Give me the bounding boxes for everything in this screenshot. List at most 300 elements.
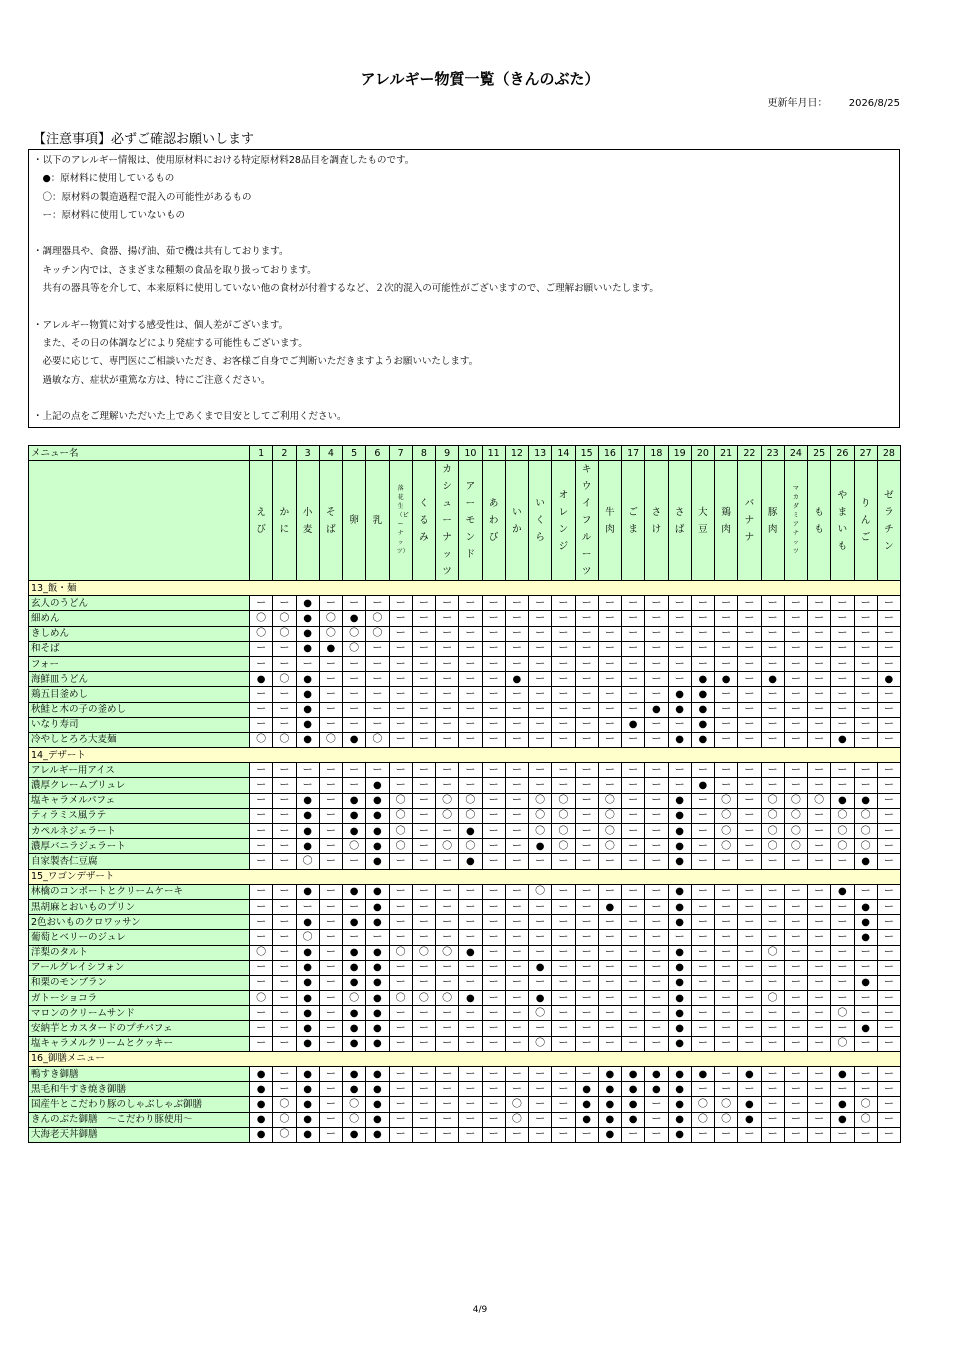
allergen-mark: ー bbox=[412, 641, 435, 656]
allergen-mark: ー bbox=[505, 763, 528, 778]
allergen-mark: ー bbox=[319, 1112, 342, 1127]
allergen-mark: ● bbox=[668, 975, 691, 990]
menu-name: 玄人のうどん bbox=[29, 596, 250, 611]
allergen-mark: ● bbox=[668, 793, 691, 808]
allergen-mark: ● bbox=[668, 884, 691, 899]
allergen-mark: ● bbox=[296, 915, 319, 930]
allergen-name: ごま bbox=[628, 506, 638, 535]
allergen-mark: ー bbox=[831, 899, 854, 914]
allergen-mark: ● bbox=[296, 1006, 319, 1021]
allergen-mark: ● bbox=[296, 808, 319, 823]
allergen-mark: ー bbox=[552, 1082, 575, 1097]
allergen-mark: ー bbox=[877, 596, 900, 611]
allergen-mark: ー bbox=[296, 763, 319, 778]
allergen-mark: ● bbox=[831, 732, 854, 747]
allergen-mark: ● bbox=[622, 1067, 645, 1082]
allergen-mark: ー bbox=[645, 732, 668, 747]
allergen-mark: ー bbox=[459, 687, 482, 702]
allergen-mark: ー bbox=[808, 1036, 831, 1051]
allergen-mark: ー bbox=[366, 717, 389, 732]
allergen-mark: ー bbox=[831, 626, 854, 641]
allergen-mark: ● bbox=[296, 793, 319, 808]
allergen-mark: ー bbox=[645, 717, 668, 732]
allergen-mark: ー bbox=[319, 702, 342, 717]
allergen-mark: 〇 bbox=[250, 626, 273, 641]
allergen-name: いくら bbox=[535, 498, 545, 543]
allergen-mark: ー bbox=[784, 702, 807, 717]
allergen-mark: ー bbox=[808, 611, 831, 626]
allergen-mark: ー bbox=[784, 1021, 807, 1036]
allergen-mark: ー bbox=[808, 1112, 831, 1127]
allergen-mark: ー bbox=[529, 702, 552, 717]
allergen-mark: ● bbox=[366, 1067, 389, 1082]
allergen-mark: ー bbox=[552, 1127, 575, 1142]
allergen-mark: ー bbox=[622, 808, 645, 823]
allergen-mark: ー bbox=[366, 930, 389, 945]
allergen-mark: ● bbox=[877, 672, 900, 687]
allergen-mark: ● bbox=[668, 1036, 691, 1051]
allergen-mark: ● bbox=[366, 854, 389, 869]
allergen-mark: ー bbox=[877, 793, 900, 808]
table-row bbox=[29, 687, 901, 702]
allergen-mark: ー bbox=[622, 991, 645, 1006]
allergen-mark: ー bbox=[575, 915, 598, 930]
allergen-name-cell bbox=[505, 461, 528, 581]
allergen-mark: ー bbox=[273, 1067, 296, 1082]
allergen-mark: ー bbox=[482, 1097, 505, 1112]
allergen-mark: ー bbox=[412, 899, 435, 914]
allergen-mark: ー bbox=[273, 884, 296, 899]
allergen-mark: ー bbox=[412, 702, 435, 717]
menu-name: 葡萄とベリーのジュレ bbox=[29, 930, 250, 945]
allergen-mark: ー bbox=[877, 626, 900, 641]
allergen-mark: ー bbox=[412, 656, 435, 671]
allergen-mark: ー bbox=[738, 1036, 761, 1051]
allergen-mark: ー bbox=[482, 1112, 505, 1127]
allergen-mark: ー bbox=[436, 1067, 459, 1082]
note-line: ●：原材料に使用しているもの bbox=[33, 173, 175, 185]
allergen-mark: ー bbox=[389, 960, 412, 975]
allergen-mark: ー bbox=[691, 991, 714, 1006]
table-row bbox=[29, 626, 901, 641]
notes-box bbox=[28, 149, 900, 428]
allergen-mark: ● bbox=[691, 687, 714, 702]
allergen-name-cell bbox=[412, 461, 435, 581]
menu-name: 和栗のモンブラン bbox=[29, 975, 250, 990]
allergen-mark: ー bbox=[459, 702, 482, 717]
menu-name: 鶏五目釜めし bbox=[29, 687, 250, 702]
menu-name: カペルネジェラート bbox=[29, 824, 250, 839]
allergen-mark: ー bbox=[761, 596, 784, 611]
allergen-name-cell bbox=[761, 461, 784, 581]
allergen-mark: ー bbox=[482, 687, 505, 702]
allergen-mark: ー bbox=[598, 1021, 621, 1036]
allergen-name-cell bbox=[436, 461, 459, 581]
allergen-mark: ー bbox=[854, 611, 877, 626]
allergen-name-cell bbox=[854, 461, 877, 581]
allergen-mark: ー bbox=[598, 611, 621, 626]
allergen-mark: ー bbox=[389, 1021, 412, 1036]
notes-heading: 【注意事項】必ずご確認お願いします bbox=[33, 132, 255, 147]
allergen-mark: ー bbox=[715, 702, 738, 717]
table-row bbox=[29, 991, 901, 1006]
allergen-mark: ー bbox=[319, 778, 342, 793]
menu-name: 洋梨のタルト bbox=[29, 945, 250, 960]
allergen-mark: ● bbox=[296, 1067, 319, 1082]
allergen-mark: ー bbox=[877, 824, 900, 839]
allergen-mark: ー bbox=[622, 930, 645, 945]
allergen-mark: ー bbox=[459, 1112, 482, 1127]
allergen-mark: ー bbox=[319, 1067, 342, 1082]
allergen-mark: ー bbox=[622, 702, 645, 717]
allergen-mark: ー bbox=[436, 656, 459, 671]
allergen-mark: ー bbox=[459, 1097, 482, 1112]
allergen-mark: ー bbox=[738, 793, 761, 808]
allergen-mark: ー bbox=[505, 975, 528, 990]
allergen-mark: ー bbox=[738, 854, 761, 869]
allergen-mark: ー bbox=[505, 899, 528, 914]
allergen-mark: ー bbox=[808, 824, 831, 839]
allergen-mark: ー bbox=[482, 611, 505, 626]
allergen-mark: ー bbox=[575, 854, 598, 869]
allergen-number: 22 bbox=[738, 446, 761, 461]
allergen-mark: ー bbox=[761, 975, 784, 990]
allergen-mark: ー bbox=[552, 854, 575, 869]
allergen-mark: 〇 bbox=[366, 626, 389, 641]
allergen-mark: ー bbox=[436, 1006, 459, 1021]
allergen-name-cell bbox=[784, 461, 807, 581]
allergen-mark: ー bbox=[436, 702, 459, 717]
allergen-mark: ー bbox=[459, 915, 482, 930]
allergen-mark: ● bbox=[668, 1097, 691, 1112]
allergen-mark: ー bbox=[877, 975, 900, 990]
menu-name: ティラミス風ラテ bbox=[29, 808, 250, 823]
allergen-mark: ー bbox=[668, 778, 691, 793]
allergen-mark: 〇 bbox=[273, 611, 296, 626]
allergen-mark: ー bbox=[459, 1036, 482, 1051]
allergen-mark: ー bbox=[668, 626, 691, 641]
allergen-mark: 〇 bbox=[529, 1006, 552, 1021]
allergen-mark: ー bbox=[784, 1112, 807, 1127]
allergen-mark: ● bbox=[343, 793, 366, 808]
allergen-mark: ● bbox=[296, 732, 319, 747]
allergen-mark: ー bbox=[529, 1067, 552, 1082]
category-row: 14_デザート bbox=[29, 748, 901, 763]
allergen-mark: 〇 bbox=[505, 1112, 528, 1127]
allergen-mark: ● bbox=[296, 626, 319, 641]
allergen-name-cell bbox=[668, 461, 691, 581]
allergen-mark: ー bbox=[529, 778, 552, 793]
allergen-mark: ● bbox=[645, 1082, 668, 1097]
allergen-mark: ー bbox=[459, 626, 482, 641]
allergen-mark: ー bbox=[482, 778, 505, 793]
allergen-mark: ー bbox=[529, 975, 552, 990]
allergen-mark: 〇 bbox=[250, 732, 273, 747]
allergen-mark: ー bbox=[715, 687, 738, 702]
allergen-number: 1 bbox=[250, 446, 273, 461]
allergen-mark: 〇 bbox=[784, 793, 807, 808]
allergen-mark: ー bbox=[715, 1036, 738, 1051]
allergen-mark: 〇 bbox=[459, 793, 482, 808]
allergen-mark: ー bbox=[761, 1097, 784, 1112]
allergen-mark: ー bbox=[598, 702, 621, 717]
allergen-mark: ー bbox=[784, 611, 807, 626]
allergen-mark: ー bbox=[273, 854, 296, 869]
allergen-mark: ー bbox=[273, 596, 296, 611]
allergen-mark: ー bbox=[482, 793, 505, 808]
allergen-mark: ー bbox=[598, 884, 621, 899]
allergen-mark: ● bbox=[668, 854, 691, 869]
allergen-mark: ー bbox=[436, 1097, 459, 1112]
allergen-mark: ー bbox=[273, 793, 296, 808]
allergen-mark: ー bbox=[273, 991, 296, 1006]
allergen-mark: ー bbox=[645, 824, 668, 839]
allergen-mark: ー bbox=[668, 930, 691, 945]
table-row bbox=[29, 899, 901, 914]
allergen-mark: ー bbox=[598, 915, 621, 930]
allergen-mark: ● bbox=[343, 1067, 366, 1082]
note-line: ・以下のアレルギー情報は、使用原材料における特定原材料28品目を調査したものです。 bbox=[33, 155, 415, 166]
note-line: また、その日の体調などにより発症する可能性もございます。 bbox=[33, 337, 308, 349]
allergen-mark: ー bbox=[250, 717, 273, 732]
allergen-mark: ー bbox=[436, 1021, 459, 1036]
allergen-mark: ー bbox=[319, 717, 342, 732]
allergen-name: 豚肉 bbox=[767, 506, 778, 535]
allergen-mark: ● bbox=[575, 1082, 598, 1097]
allergen-mark: ー bbox=[877, 899, 900, 914]
allergen-mark: ー bbox=[459, 778, 482, 793]
allergen-mark: ● bbox=[296, 672, 319, 687]
allergen-mark: ー bbox=[808, 1006, 831, 1021]
allergen-mark: ー bbox=[575, 839, 598, 854]
allergen-mark: 〇 bbox=[436, 793, 459, 808]
allergen-mark: ● bbox=[343, 915, 366, 930]
allergen-mark: ー bbox=[319, 1082, 342, 1097]
allergen-mark: ー bbox=[366, 702, 389, 717]
allergen-number: 11 bbox=[482, 446, 505, 461]
table-row bbox=[29, 1006, 901, 1021]
allergen-mark: ー bbox=[273, 1036, 296, 1051]
allergen-mark: ー bbox=[412, 717, 435, 732]
allergen-mark: ー bbox=[459, 1021, 482, 1036]
allergen-mark: ー bbox=[273, 915, 296, 930]
allergen-mark: ー bbox=[738, 672, 761, 687]
allergen-name: マカダミアナッツ bbox=[792, 485, 799, 555]
allergen-mark: ー bbox=[645, 930, 668, 945]
allergen-mark: ー bbox=[645, 656, 668, 671]
allergen-mark: ー bbox=[808, 1082, 831, 1097]
allergen-mark: ● bbox=[296, 824, 319, 839]
table-row bbox=[29, 915, 901, 930]
allergen-name-cell bbox=[877, 461, 900, 581]
allergen-mark: ● bbox=[854, 930, 877, 945]
allergen-mark: ー bbox=[389, 778, 412, 793]
allergen-mark: ー bbox=[645, 687, 668, 702]
allergen-mark: ー bbox=[715, 975, 738, 990]
allergen-mark: ー bbox=[273, 717, 296, 732]
allergen-mark: 〇 bbox=[552, 808, 575, 823]
allergen-mark: ー bbox=[482, 854, 505, 869]
allergen-mark: ー bbox=[505, 1127, 528, 1142]
allergen-name: アーモンド bbox=[465, 481, 476, 560]
allergen-mark: ● bbox=[343, 975, 366, 990]
allergen-mark: ー bbox=[505, 945, 528, 960]
menu-name: きんのぶた御膳 ～こだわり豚使用～ bbox=[29, 1112, 250, 1127]
allergen-mark: ー bbox=[784, 991, 807, 1006]
allergen-mark: ー bbox=[319, 930, 342, 945]
allergen-mark: ● bbox=[598, 1127, 621, 1142]
allergen-mark: ー bbox=[877, 808, 900, 823]
allergen-mark: ● bbox=[343, 1036, 366, 1051]
allergen-mark: ● bbox=[343, 1021, 366, 1036]
allergen-mark: ー bbox=[459, 672, 482, 687]
allergen-mark: ● bbox=[668, 839, 691, 854]
allergen-number: 19 bbox=[668, 446, 691, 461]
allergen-mark: ー bbox=[412, 732, 435, 747]
menu-name: マロンのクリームサンド bbox=[29, 1006, 250, 1021]
allergen-mark: ー bbox=[389, 717, 412, 732]
allergen-mark: ー bbox=[738, 732, 761, 747]
allergen-mark: 〇 bbox=[808, 793, 831, 808]
allergen-mark: ● bbox=[668, 808, 691, 823]
allergen-mark: 〇 bbox=[366, 732, 389, 747]
allergen-mark: ー bbox=[784, 1067, 807, 1082]
allergen-mark: ー bbox=[505, 641, 528, 656]
allergen-mark: ー bbox=[761, 960, 784, 975]
allergen-mark: ー bbox=[761, 1021, 784, 1036]
allergen-mark: ー bbox=[831, 672, 854, 687]
allergen-mark: ● bbox=[738, 1112, 761, 1127]
allergen-name: オレンジ bbox=[558, 489, 569, 552]
allergen-mark: ー bbox=[319, 672, 342, 687]
allergen-mark: ー bbox=[366, 641, 389, 656]
allergen-mark: ー bbox=[529, 672, 552, 687]
allergen-mark: ー bbox=[482, 884, 505, 899]
allergen-mark: ー bbox=[691, 656, 714, 671]
allergen-mark: ー bbox=[529, 1021, 552, 1036]
allergen-mark: ー bbox=[738, 778, 761, 793]
allergen-mark: ● bbox=[575, 1097, 598, 1112]
allergen-mark: ー bbox=[784, 626, 807, 641]
allergen-mark: ー bbox=[622, 672, 645, 687]
menu-name: アールグレイシフォン bbox=[29, 960, 250, 975]
allergen-mark: ー bbox=[505, 793, 528, 808]
allergen-mark: ー bbox=[715, 930, 738, 945]
allergen-mark: 〇 bbox=[715, 824, 738, 839]
allergen-mark: 〇 bbox=[343, 991, 366, 1006]
menu-name: フォー bbox=[29, 656, 250, 671]
allergen-mark: ー bbox=[436, 975, 459, 990]
allergen-mark: ー bbox=[645, 839, 668, 854]
allergen-mark: ー bbox=[412, 1082, 435, 1097]
allergen-mark: 〇 bbox=[273, 1112, 296, 1127]
allergen-mark: ー bbox=[784, 778, 807, 793]
allergen-mark: ー bbox=[343, 672, 366, 687]
allergen-mark: ー bbox=[831, 1127, 854, 1142]
allergen-mark: ー bbox=[250, 930, 273, 945]
allergen-mark: ー bbox=[784, 899, 807, 914]
allergen-mark: 〇 bbox=[784, 824, 807, 839]
allergen-mark: ー bbox=[808, 717, 831, 732]
allergen-mark: ー bbox=[738, 930, 761, 945]
allergen-mark: ー bbox=[412, 1127, 435, 1142]
allergen-mark: ー bbox=[319, 915, 342, 930]
allergen-mark: 〇 bbox=[691, 1112, 714, 1127]
allergen-name: 卵 bbox=[349, 515, 359, 526]
table-row bbox=[29, 1036, 901, 1051]
allergen-mark: ー bbox=[738, 687, 761, 702]
allergen-mark: 〇 bbox=[715, 1097, 738, 1112]
allergen-mark: 〇 bbox=[761, 824, 784, 839]
allergen-mark: ー bbox=[761, 641, 784, 656]
allergen-mark: ● bbox=[854, 793, 877, 808]
allergen-mark: ー bbox=[645, 672, 668, 687]
allergen-mark: ー bbox=[482, 641, 505, 656]
allergen-mark: ー bbox=[529, 915, 552, 930]
allergen-mark: ー bbox=[389, 732, 412, 747]
allergen-mark: ー bbox=[389, 1127, 412, 1142]
allergen-mark: ー bbox=[459, 656, 482, 671]
allergen-mark: ● bbox=[296, 1097, 319, 1112]
allergen-mark: ー bbox=[715, 945, 738, 960]
allergen-mark: ー bbox=[273, 975, 296, 990]
allergen-mark: ● bbox=[668, 1127, 691, 1142]
allergen-mark: ー bbox=[273, 808, 296, 823]
allergen-name-cell bbox=[366, 461, 389, 581]
allergen-mark: 〇 bbox=[273, 1097, 296, 1112]
allergen-mark: ー bbox=[273, 1021, 296, 1036]
allergen-name-cell bbox=[645, 461, 668, 581]
allergen-number: 17 bbox=[622, 446, 645, 461]
allergen-mark: ー bbox=[808, 626, 831, 641]
allergen-mark: ー bbox=[412, 824, 435, 839]
allergen-mark: ー bbox=[412, 672, 435, 687]
allergen-mark: ー bbox=[877, 854, 900, 869]
table-row bbox=[29, 808, 901, 823]
allergen-mark: ー bbox=[831, 975, 854, 990]
allergen-mark: ー bbox=[831, 763, 854, 778]
allergen-mark: ー bbox=[412, 1036, 435, 1051]
allergen-mark: ー bbox=[389, 899, 412, 914]
allergen-mark: ー bbox=[552, 626, 575, 641]
allergen-mark: ー bbox=[436, 915, 459, 930]
allergen-mark: ー bbox=[389, 915, 412, 930]
allergen-mark: ● bbox=[645, 1067, 668, 1082]
allergen-mark: ー bbox=[598, 626, 621, 641]
allergen-mark: ー bbox=[738, 596, 761, 611]
allergen-mark: ー bbox=[715, 656, 738, 671]
allergen-mark: ー bbox=[273, 839, 296, 854]
allergen-mark: ー bbox=[459, 1127, 482, 1142]
allergen-mark: 〇 bbox=[389, 793, 412, 808]
allergen-mark: ー bbox=[482, 915, 505, 930]
allergen-mark: ー bbox=[784, 672, 807, 687]
allergen-mark: ー bbox=[319, 975, 342, 990]
allergen-mark: ー bbox=[459, 1082, 482, 1097]
allergen-mark: ー bbox=[622, 778, 645, 793]
allergen-mark: ● bbox=[622, 717, 645, 732]
table-row bbox=[29, 1097, 901, 1112]
allergen-mark: ー bbox=[645, 596, 668, 611]
allergen-mark: ー bbox=[482, 626, 505, 641]
allergen-mark: ● bbox=[668, 1021, 691, 1036]
allergen-mark: ー bbox=[691, 899, 714, 914]
allergen-mark: ー bbox=[250, 1006, 273, 1021]
allergen-mark: ー bbox=[877, 1067, 900, 1082]
allergen-mark: ー bbox=[668, 596, 691, 611]
allergen-mark: ー bbox=[645, 884, 668, 899]
allergen-mark: ー bbox=[482, 732, 505, 747]
